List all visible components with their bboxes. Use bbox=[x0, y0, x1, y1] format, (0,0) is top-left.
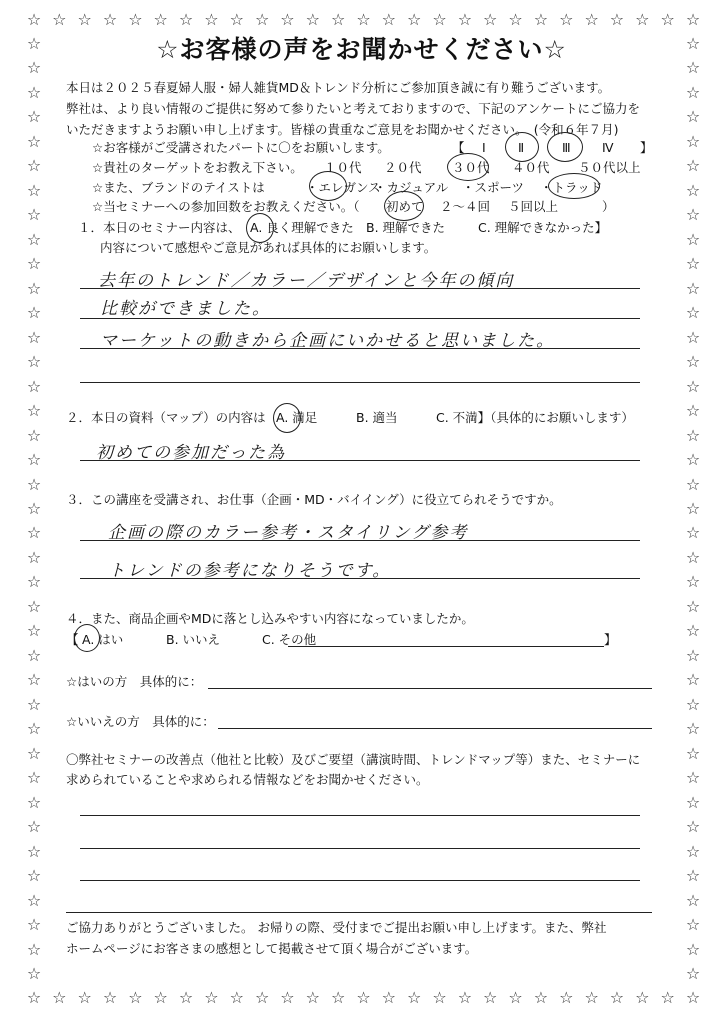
star-icon: ☆ bbox=[26, 768, 42, 788]
star-icon: ☆ bbox=[584, 988, 599, 1007]
answer-rule bbox=[80, 880, 640, 881]
star-icon: ☆ bbox=[26, 10, 42, 29]
star-icon: ☆ bbox=[305, 10, 320, 29]
star-icon: ☆ bbox=[330, 10, 346, 29]
q4-bracket-close: 】 bbox=[604, 632, 617, 647]
q1-answer-line: 比較ができました。 bbox=[100, 299, 271, 319]
star-icon: ☆ bbox=[635, 988, 650, 1007]
selection-circle bbox=[309, 171, 347, 201]
star-icon: ☆ bbox=[77, 10, 92, 29]
star-icon: ☆ bbox=[685, 303, 701, 323]
star-icon: ☆ bbox=[685, 180, 701, 200]
selection-circle bbox=[384, 191, 424, 221]
age-option-50s-plus[interactable]: ５０代以上 bbox=[578, 160, 641, 175]
star-icon: ☆ bbox=[26, 988, 42, 1007]
star-icon: ☆ bbox=[609, 10, 625, 29]
q2-label: ２．本日の資料（マップ）の内容は bbox=[66, 410, 266, 425]
count-question: ☆当セミナーへの参加回数をお教えください。（ bbox=[92, 199, 360, 214]
star-icon: ☆ bbox=[26, 327, 42, 347]
age-option-40s[interactable]: ４０代 bbox=[512, 160, 550, 175]
star-icon: ☆ bbox=[26, 180, 42, 200]
star-icon: ☆ bbox=[330, 988, 346, 1007]
star-icon: ☆ bbox=[559, 988, 574, 1007]
thanks-line: ご協力ありがとうございました。 お帰りの際、受付までご提出お願い申し上げます。また、弊社 bbox=[66, 920, 607, 935]
q4-option-yes[interactable]: A. はい bbox=[82, 632, 124, 647]
star-icon: ☆ bbox=[685, 376, 701, 396]
star-icon: ☆ bbox=[229, 10, 244, 29]
selection-circle bbox=[273, 403, 301, 433]
selection-circle bbox=[548, 173, 600, 199]
star-icon: ☆ bbox=[26, 890, 42, 910]
star-icon: ☆ bbox=[685, 645, 701, 665]
answer-rule bbox=[80, 348, 640, 349]
count-option-5-plus[interactable]: ５回以上 bbox=[508, 199, 559, 214]
star-icon: ☆ bbox=[26, 572, 42, 592]
star-icon: ☆ bbox=[685, 401, 701, 421]
improve-line: 求められていることや求められる情報などをお聞かせください。 bbox=[66, 772, 429, 787]
part-option-2[interactable]: Ⅱ bbox=[518, 140, 525, 155]
star-icon: ☆ bbox=[229, 988, 244, 1007]
star-icon: ☆ bbox=[26, 474, 42, 494]
star-icon: ☆ bbox=[102, 988, 118, 1007]
star-icon: ☆ bbox=[77, 988, 92, 1007]
q4-bracket-open: 【 bbox=[66, 632, 79, 647]
star-icon: ☆ bbox=[685, 278, 701, 298]
answer-rule bbox=[80, 578, 640, 579]
count-option-2-4[interactable]: ２〜４回 bbox=[440, 199, 491, 214]
star-icon: ☆ bbox=[26, 817, 42, 837]
star-icon: ☆ bbox=[685, 547, 701, 567]
star-icon: ☆ bbox=[685, 621, 701, 641]
q2-option-a[interactable]: A. 満足 bbox=[276, 410, 318, 425]
star-icon: ☆ bbox=[26, 205, 42, 225]
star-icon: ☆ bbox=[685, 964, 701, 983]
part-bracket-close: 】 bbox=[640, 140, 653, 155]
star-icon: ☆ bbox=[26, 425, 42, 445]
q1-answer-line: 去年のトレンド／カラー／デザインと今年の傾向 bbox=[98, 271, 515, 291]
q2-option-b[interactable]: B. 適当 bbox=[356, 410, 398, 425]
star-icon: ☆ bbox=[26, 694, 42, 714]
star-icon: ☆ bbox=[381, 10, 397, 29]
star-icon: ☆ bbox=[432, 988, 447, 1007]
star-icon: ☆ bbox=[254, 988, 270, 1007]
star-icon: ☆ bbox=[26, 743, 42, 763]
answer-rule bbox=[80, 382, 640, 383]
part-option-4[interactable]: Ⅳ bbox=[602, 140, 614, 155]
star-icon: ☆ bbox=[26, 547, 42, 567]
star-icon: ☆ bbox=[685, 743, 701, 763]
star-icon: ☆ bbox=[635, 10, 650, 29]
star-icon: ☆ bbox=[685, 523, 701, 543]
star-icon: ☆ bbox=[153, 10, 168, 29]
star-icon: ☆ bbox=[26, 939, 42, 959]
star-icon: ☆ bbox=[457, 988, 473, 1007]
star-icon: ☆ bbox=[26, 915, 42, 935]
star-icon: ☆ bbox=[26, 719, 42, 739]
star-icon: ☆ bbox=[280, 10, 295, 29]
star-icon: ☆ bbox=[685, 694, 701, 714]
star-icon: ☆ bbox=[685, 719, 701, 739]
star-icon: ☆ bbox=[356, 10, 371, 29]
q4-option-no[interactable]: B. いいえ bbox=[166, 632, 221, 647]
star-icon: ☆ bbox=[153, 988, 168, 1007]
star-icon: ☆ bbox=[26, 450, 42, 470]
q2-answer-line: 初めての参加だった為 bbox=[96, 443, 286, 463]
yes-detail-label: ☆はいの方 具体的に： bbox=[66, 674, 203, 689]
star-icon: ☆ bbox=[26, 303, 42, 323]
part-bracket-open: 【 bbox=[452, 140, 465, 155]
taste-option-trad[interactable]: ・トラッド bbox=[540, 180, 603, 195]
answer-rule bbox=[80, 848, 640, 849]
star-icon: ☆ bbox=[26, 670, 42, 690]
taste-option-elegance[interactable]: ・エレガンス bbox=[306, 180, 381, 195]
selection-circle bbox=[505, 132, 539, 162]
form-title: ☆お客様の声をお聞かせください☆ bbox=[156, 35, 567, 64]
star-icon: ☆ bbox=[26, 645, 42, 665]
star-icon: ☆ bbox=[685, 327, 701, 347]
q4-label: ４．また、商品企画やMDに落とし込みやすい内容になっていましたか。 bbox=[66, 611, 474, 626]
star-icon: ☆ bbox=[685, 254, 701, 274]
star-icon: ☆ bbox=[685, 82, 701, 102]
star-icon: ☆ bbox=[356, 988, 371, 1007]
star-icon: ☆ bbox=[685, 425, 701, 445]
intro-line: 弊社は、より良い情報のご提供に努めて参りたいと考えておりますので、下記のアンケートにご協力を bbox=[66, 101, 641, 116]
intro-line: いただきますようお願い申し上げます。皆様の貴重なご意見をお聞かせください。 (令和６年７月) bbox=[66, 122, 619, 137]
star-icon: ☆ bbox=[280, 988, 295, 1007]
star-icon: ☆ bbox=[660, 988, 675, 1007]
taste-question: ☆また、ブランドのテイストは bbox=[92, 180, 265, 195]
selection-circle bbox=[447, 153, 489, 181]
star-icon: ☆ bbox=[685, 205, 701, 225]
star-icon: ☆ bbox=[508, 10, 523, 29]
age-option-10s[interactable]: １０代 bbox=[324, 160, 362, 175]
q4-option-other[interactable]: C. その他 bbox=[262, 632, 317, 647]
star-icon: ☆ bbox=[685, 768, 701, 788]
star-icon: ☆ bbox=[407, 988, 422, 1007]
selection-circle bbox=[547, 132, 583, 162]
star-icon: ☆ bbox=[609, 988, 625, 1007]
star-icon: ☆ bbox=[685, 107, 701, 127]
star-icon: ☆ bbox=[457, 10, 473, 29]
q1-sub: 内容について感想やご意見があれば具体的にお願いします。 bbox=[100, 240, 437, 255]
star-icon: ☆ bbox=[685, 474, 701, 494]
selection-circle bbox=[246, 213, 274, 243]
answer-rule bbox=[208, 688, 652, 689]
star-icon: ☆ bbox=[685, 10, 701, 29]
star-icon: ☆ bbox=[685, 572, 701, 592]
answer-rule bbox=[80, 288, 640, 289]
star-icon: ☆ bbox=[26, 523, 42, 543]
taste-option-sports[interactable]: ・スポーツ bbox=[462, 180, 525, 195]
part-option-1[interactable]: Ⅰ bbox=[482, 140, 486, 155]
star-icon: ☆ bbox=[483, 988, 498, 1007]
part-option-3[interactable]: Ⅲ bbox=[562, 140, 571, 155]
star-icon: ☆ bbox=[26, 352, 42, 372]
star-icon: ☆ bbox=[26, 866, 42, 886]
star-icon: ☆ bbox=[660, 10, 675, 29]
star-icon: ☆ bbox=[407, 10, 422, 29]
count-paren-close: ） bbox=[602, 199, 615, 214]
star-icon: ☆ bbox=[381, 988, 397, 1007]
star-icon: ☆ bbox=[685, 915, 701, 935]
star-icon: ☆ bbox=[26, 156, 42, 176]
star-icon: ☆ bbox=[26, 278, 42, 298]
star-icon: ☆ bbox=[685, 670, 701, 690]
star-icon: ☆ bbox=[685, 229, 701, 249]
star-icon: ☆ bbox=[128, 988, 143, 1007]
star-icon: ☆ bbox=[685, 499, 701, 518]
intro-text bbox=[66, 77, 666, 140]
star-icon: ☆ bbox=[685, 939, 701, 959]
star-icon: ☆ bbox=[254, 10, 270, 29]
star-icon: ☆ bbox=[685, 817, 701, 837]
star-icon: ☆ bbox=[685, 890, 701, 910]
age-question: ☆貴社のターゲットをお教え下さい。 bbox=[92, 160, 303, 175]
star-icon: ☆ bbox=[26, 621, 42, 641]
footer-rule bbox=[66, 912, 652, 913]
thanks-line: ホームページにお客さまの感想として掲載させて頂く場合がございます。 bbox=[66, 941, 478, 956]
age-option-30s[interactable]: ３０代 bbox=[452, 160, 490, 175]
star-icon: ☆ bbox=[26, 58, 42, 78]
star-icon: ☆ bbox=[559, 10, 574, 29]
answer-rule bbox=[80, 815, 640, 816]
no-detail-label: ☆いいえの方 具体的に： bbox=[66, 714, 215, 729]
star-icon: ☆ bbox=[26, 499, 42, 518]
part-question: ☆お客様がご受講されたパートに〇をお願いします。 bbox=[92, 140, 390, 155]
star-icon: ☆ bbox=[685, 792, 701, 812]
star-icon: ☆ bbox=[26, 792, 42, 812]
star-icon: ☆ bbox=[26, 401, 42, 421]
q3-answer-line: トレンドの参考になりそうです。 bbox=[108, 561, 392, 581]
answer-rule bbox=[218, 728, 652, 729]
q1-answer-line: マーケットの動きから企画にいかせると思いました。 bbox=[100, 331, 556, 351]
star-icon: ☆ bbox=[178, 10, 194, 29]
age-option-20s[interactable]: ２０代 bbox=[384, 160, 422, 175]
star-icon: ☆ bbox=[26, 596, 42, 616]
star-icon: ☆ bbox=[508, 988, 523, 1007]
q1-option-c[interactable]: C. 理解できなかった】 bbox=[478, 220, 608, 235]
q1-option-b[interactable]: B. 理解できた bbox=[366, 220, 446, 235]
star-icon: ☆ bbox=[685, 988, 701, 1007]
star-icon: ☆ bbox=[204, 988, 219, 1007]
other-rule bbox=[288, 646, 604, 647]
star-icon: ☆ bbox=[685, 352, 701, 372]
star-icon: ☆ bbox=[685, 841, 701, 861]
star-icon: ☆ bbox=[26, 254, 42, 274]
star-icon: ☆ bbox=[178, 988, 194, 1007]
answer-rule bbox=[80, 540, 640, 541]
star-icon: ☆ bbox=[584, 10, 599, 29]
taste-option-casual[interactable]: ・カジュアル bbox=[374, 180, 449, 195]
q3-label: ３．この講座を受講され、お仕事（企画・MD・バイイング）に役立てられそうですか。 bbox=[66, 492, 562, 507]
star-icon: ☆ bbox=[685, 131, 701, 151]
selection-circle bbox=[74, 624, 100, 652]
improve-line: 〇弊社セミナーの改善点（他社と比較）及びご要望（講演時間、トレンドマップ等）また、セミナーに bbox=[66, 752, 641, 767]
star-icon: ☆ bbox=[26, 964, 42, 983]
answer-rule bbox=[80, 318, 640, 319]
star-icon: ☆ bbox=[533, 10, 549, 29]
star-icon: ☆ bbox=[685, 450, 701, 470]
star-icon: ☆ bbox=[305, 988, 320, 1007]
star-icon: ☆ bbox=[128, 10, 143, 29]
q1-option-a[interactable]: A. 良く理解できた bbox=[250, 220, 354, 235]
star-icon: ☆ bbox=[685, 34, 701, 53]
star-icon: ☆ bbox=[26, 34, 42, 53]
answer-rule bbox=[80, 460, 640, 461]
star-icon: ☆ bbox=[432, 10, 447, 29]
count-option-first[interactable]: 初めて bbox=[386, 199, 424, 214]
star-icon: ☆ bbox=[26, 229, 42, 249]
star-icon: ☆ bbox=[26, 376, 42, 396]
star-icon: ☆ bbox=[52, 988, 67, 1007]
star-icon: ☆ bbox=[533, 988, 549, 1007]
star-icon: ☆ bbox=[685, 58, 701, 78]
star-icon: ☆ bbox=[483, 10, 498, 29]
star-icon: ☆ bbox=[685, 156, 701, 176]
star-icon: ☆ bbox=[204, 10, 219, 29]
star-icon: ☆ bbox=[26, 841, 42, 861]
q1-label: １．本日のセミナー内容は、 bbox=[78, 220, 241, 235]
q3-answer-line: 企画の際のカラー参考・スタイリング参考 bbox=[108, 523, 469, 543]
intro-line: 本日は２０２５春夏婦人服・婦人雑貨MD＆トレンド分析にご参加頂き誠に有り難うございます。 bbox=[66, 80, 611, 95]
star-icon: ☆ bbox=[26, 82, 42, 102]
star-icon: ☆ bbox=[102, 10, 118, 29]
star-icon: ☆ bbox=[26, 131, 42, 151]
q2-option-c[interactable]: C. 不満】（具体的にお願いします） bbox=[436, 410, 634, 425]
star-icon: ☆ bbox=[685, 866, 701, 886]
star-icon: ☆ bbox=[685, 596, 701, 616]
star-icon: ☆ bbox=[26, 107, 42, 127]
star-icon: ☆ bbox=[52, 10, 67, 29]
